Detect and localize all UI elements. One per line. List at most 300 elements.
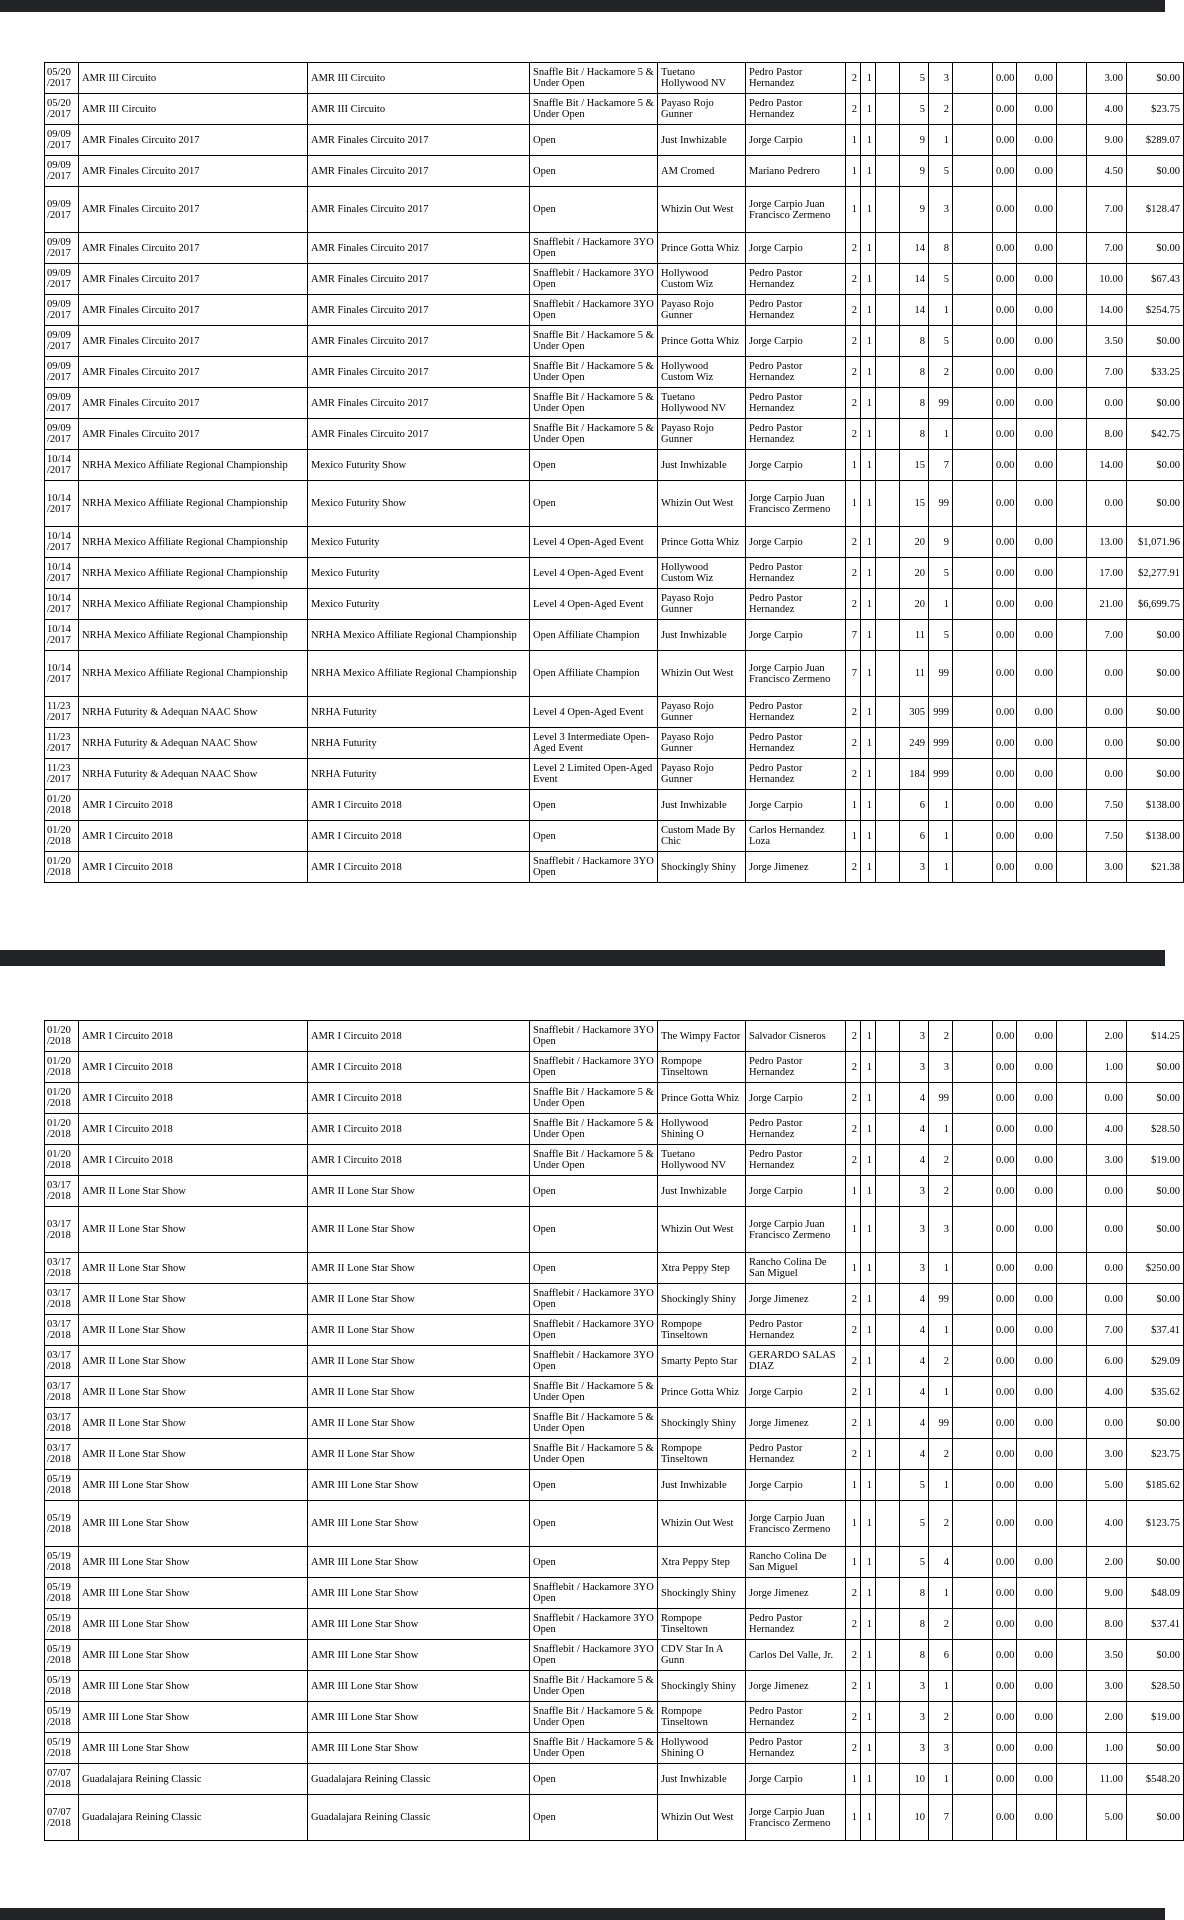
place-cell: 1 (929, 1470, 953, 1501)
entries-cell: 8 (900, 388, 929, 419)
show-name-cell: AMR III Circuito (79, 94, 308, 125)
horse-name-cell: Payaso Rojo Gunner (658, 419, 746, 450)
place-cell: 99 (929, 388, 953, 419)
place-cell: 1 (929, 125, 953, 156)
earnings-cell: $0.00 (1127, 63, 1184, 94)
score-cell: 2.00 (1087, 1547, 1127, 1578)
column-spacer (1057, 1145, 1087, 1176)
level-cell: 2 (846, 1346, 861, 1377)
show-name-cell: NRHA Mexico Affiliate Regional Championship (79, 558, 308, 589)
earnings-cell: $0.00 (1127, 1083, 1184, 1114)
class-show-cell: AMR Finales Circuito 2017 (308, 326, 530, 357)
earnings-cell: $0.00 (1127, 388, 1184, 419)
place-cell: 99 (929, 1408, 953, 1439)
level-cell: 2 (846, 527, 861, 558)
column-spacer (1057, 1671, 1087, 1702)
level-cell: 2 (846, 1021, 861, 1052)
place-cell: 5 (929, 156, 953, 187)
points-b-cell: 0.00 (1017, 790, 1057, 821)
rider-cell: Pedro Pastor Hernandez (746, 1609, 846, 1640)
class-name-cell: Open (530, 156, 658, 187)
column-spacer (1057, 759, 1087, 790)
earnings-cell: $0.00 (1127, 1052, 1184, 1083)
place-cell: 3 (929, 1733, 953, 1764)
horse-name-cell: Shockingly Shiny (658, 1408, 746, 1439)
rider-cell: Pedro Pastor Hernandez (746, 63, 846, 94)
class-name-cell: Open Affiliate Champion (530, 620, 658, 651)
column-spacer (876, 821, 900, 852)
rider-cell: Jorge Jimenez (746, 1284, 846, 1315)
earnings-cell: $0.00 (1127, 1640, 1184, 1671)
level-cell: 2 (846, 697, 861, 728)
date-cell: 10/14 /2017 (45, 651, 79, 697)
entries-cell: 8 (900, 1609, 929, 1640)
column-spacer (1057, 326, 1087, 357)
place-cell: 3 (929, 187, 953, 233)
show-name-cell: AMR II Lone Star Show (79, 1439, 308, 1470)
class-show-cell: Mexico Futurity Show (308, 481, 530, 527)
points-a-cell: 0.00 (993, 481, 1017, 527)
rider-cell: Jorge Jimenez (746, 1578, 846, 1609)
class-name-cell: Snaffle Bit / Hackamore 5 & Under Open (530, 1377, 658, 1408)
points-a-cell: 0.00 (993, 1733, 1017, 1764)
rider-cell: Pedro Pastor Hernandez (746, 1145, 846, 1176)
table-row (45, 1021, 1184, 1052)
level-cell: 2 (846, 388, 861, 419)
column-spacer (953, 357, 993, 388)
date-cell: 03/17 /2018 (45, 1377, 79, 1408)
table-row (45, 388, 1184, 419)
earnings-cell: $0.00 (1127, 1795, 1184, 1841)
horse-name-cell: Just Inwhizable (658, 790, 746, 821)
horse-name-cell: Rompope Tinseltown (658, 1439, 746, 1470)
column-spacer (876, 1795, 900, 1841)
points-b-cell: 0.00 (1017, 1501, 1057, 1547)
level-cell: 2 (846, 264, 861, 295)
earnings-cell: $29.09 (1127, 1346, 1184, 1377)
score-cell: 4.00 (1087, 94, 1127, 125)
place-cell: 1 (929, 419, 953, 450)
points-a-cell: 0.00 (993, 156, 1017, 187)
points-a-cell: 0.00 (993, 1021, 1017, 1052)
show-name-cell: AMR III Lone Star Show (79, 1640, 308, 1671)
level-cell: 7 (846, 651, 861, 697)
earnings-cell: $42.75 (1127, 419, 1184, 450)
points-a-cell: 0.00 (993, 1176, 1017, 1207)
column-spacer (1057, 94, 1087, 125)
rider-cell: Pedro Pastor Hernandez (746, 1733, 846, 1764)
level-cell: 1 (846, 1795, 861, 1841)
date-cell: 05/19 /2018 (45, 1733, 79, 1764)
date-cell: 09/09 /2017 (45, 295, 79, 326)
show-name-cell: AMR I Circuito 2018 (79, 1114, 308, 1145)
table-row (45, 558, 1184, 589)
table-row (45, 1702, 1184, 1733)
class-name-cell: Snaffle Bit / Hackamore 5 & Under Open (530, 326, 658, 357)
points-a-cell: 0.00 (993, 852, 1017, 883)
entries-cell: 4 (900, 1439, 929, 1470)
entries-cell: 14 (900, 233, 929, 264)
level-cell: 2 (846, 295, 861, 326)
horse-name-cell: Whizin Out West (658, 187, 746, 233)
horse-name-cell: Rompope Tinseltown (658, 1702, 746, 1733)
type-cell: 1 (861, 1346, 876, 1377)
horse-name-cell: Rompope Tinseltown (658, 1315, 746, 1346)
column-spacer (876, 1470, 900, 1501)
horse-name-cell: Just Inwhizable (658, 125, 746, 156)
type-cell: 1 (861, 1377, 876, 1408)
class-show-cell: AMR I Circuito 2018 (308, 821, 530, 852)
column-spacer (876, 1408, 900, 1439)
points-b-cell: 0.00 (1017, 63, 1057, 94)
earnings-cell: $14.25 (1127, 1021, 1184, 1052)
column-spacer (876, 1702, 900, 1733)
horse-name-cell: Whizin Out West (658, 651, 746, 697)
date-cell: 07/07 /2018 (45, 1795, 79, 1841)
column-spacer (876, 1764, 900, 1795)
place-cell: 2 (929, 1346, 953, 1377)
level-cell: 1 (846, 1764, 861, 1795)
column-spacer (876, 589, 900, 620)
points-b-cell: 0.00 (1017, 1578, 1057, 1609)
date-cell: 01/20 /2018 (45, 1114, 79, 1145)
table-row (45, 1253, 1184, 1284)
level-cell: 2 (846, 1377, 861, 1408)
column-spacer (953, 326, 993, 357)
date-cell: 01/20 /2018 (45, 821, 79, 852)
column-spacer (876, 1021, 900, 1052)
class-show-cell: AMR III Lone Star Show (308, 1578, 530, 1609)
column-spacer (953, 63, 993, 94)
place-cell: 1 (929, 1578, 953, 1609)
points-b-cell: 0.00 (1017, 419, 1057, 450)
column-spacer (953, 125, 993, 156)
points-b-cell: 0.00 (1017, 1702, 1057, 1733)
date-cell: 05/19 /2018 (45, 1501, 79, 1547)
place-cell: 8 (929, 233, 953, 264)
horse-name-cell: Shockingly Shiny (658, 1578, 746, 1609)
class-name-cell: Open Affiliate Champion (530, 651, 658, 697)
show-name-cell: AMR III Lone Star Show (79, 1578, 308, 1609)
horse-name-cell: Shockingly Shiny (658, 852, 746, 883)
date-cell: 10/14 /2017 (45, 481, 79, 527)
type-cell: 1 (861, 233, 876, 264)
column-spacer (953, 187, 993, 233)
class-name-cell: Snafflebit / Hackamore 3YO Open (530, 1315, 658, 1346)
date-cell: 05/19 /2018 (45, 1470, 79, 1501)
earnings-cell: $23.75 (1127, 94, 1184, 125)
class-show-cell: NRHA Futurity (308, 759, 530, 790)
show-name-cell: AMR Finales Circuito 2017 (79, 264, 308, 295)
points-b-cell: 0.00 (1017, 1408, 1057, 1439)
entries-cell: 20 (900, 527, 929, 558)
horse-name-cell: Just Inwhizable (658, 1470, 746, 1501)
table-row (45, 1114, 1184, 1145)
points-b-cell: 0.00 (1017, 156, 1057, 187)
earnings-cell: $0.00 (1127, 1207, 1184, 1253)
points-a-cell: 0.00 (993, 821, 1017, 852)
column-spacer (876, 1439, 900, 1470)
points-b-cell: 0.00 (1017, 1176, 1057, 1207)
class-show-cell: AMR III Lone Star Show (308, 1547, 530, 1578)
class-name-cell: Snafflebit / Hackamore 3YO Open (530, 264, 658, 295)
type-cell: 1 (861, 125, 876, 156)
rider-cell: Jorge Carpio (746, 125, 846, 156)
points-a-cell: 0.00 (993, 1284, 1017, 1315)
horse-name-cell: Just Inwhizable (658, 450, 746, 481)
column-spacer (1057, 295, 1087, 326)
points-b-cell: 0.00 (1017, 1439, 1057, 1470)
level-cell: 1 (846, 156, 861, 187)
score-cell: 4.00 (1087, 1501, 1127, 1547)
earnings-cell: $21.38 (1127, 852, 1184, 883)
entries-cell: 4 (900, 1346, 929, 1377)
column-spacer (953, 1284, 993, 1315)
horse-name-cell: Just Inwhizable (658, 1176, 746, 1207)
class-show-cell: Mexico Futurity (308, 527, 530, 558)
table-row (45, 1377, 1184, 1408)
class-show-cell: AMR I Circuito 2018 (308, 852, 530, 883)
points-b-cell: 0.00 (1017, 295, 1057, 326)
score-cell: 17.00 (1087, 558, 1127, 589)
points-b-cell: 0.00 (1017, 233, 1057, 264)
place-cell: 2 (929, 1176, 953, 1207)
earnings-cell: $35.62 (1127, 1377, 1184, 1408)
score-cell: 14.00 (1087, 295, 1127, 326)
points-a-cell: 0.00 (993, 187, 1017, 233)
place-cell: 2 (929, 1609, 953, 1640)
type-cell: 1 (861, 1315, 876, 1346)
show-name-cell: AMR III Lone Star Show (79, 1733, 308, 1764)
class-name-cell: Level 2 Limited Open-Aged Event (530, 759, 658, 790)
level-cell: 2 (846, 233, 861, 264)
level-cell: 2 (846, 852, 861, 883)
date-cell: 07/07 /2018 (45, 1764, 79, 1795)
class-name-cell: Level 4 Open-Aged Event (530, 527, 658, 558)
rider-cell: Pedro Pastor Hernandez (746, 589, 846, 620)
table-row (45, 63, 1184, 94)
points-a-cell: 0.00 (993, 589, 1017, 620)
date-cell: 10/14 /2017 (45, 450, 79, 481)
points-b-cell: 0.00 (1017, 821, 1057, 852)
place-cell: 2 (929, 1501, 953, 1547)
level-cell: 2 (846, 1052, 861, 1083)
score-cell: 7.50 (1087, 821, 1127, 852)
table-row (45, 1501, 1184, 1547)
score-cell: 13.00 (1087, 527, 1127, 558)
earnings-cell: $0.00 (1127, 233, 1184, 264)
column-spacer (876, 620, 900, 651)
date-cell: 01/20 /2018 (45, 1052, 79, 1083)
column-spacer (1057, 651, 1087, 697)
class-name-cell: Snafflebit / Hackamore 3YO Open (530, 1346, 658, 1377)
points-a-cell: 0.00 (993, 1501, 1017, 1547)
points-a-cell: 0.00 (993, 1114, 1017, 1145)
column-spacer (876, 1346, 900, 1377)
entries-cell: 3 (900, 1253, 929, 1284)
entries-cell: 5 (900, 1501, 929, 1547)
rider-cell: Mariano Pedrero (746, 156, 846, 187)
class-show-cell: Mexico Futurity (308, 558, 530, 589)
show-name-cell: AMR Finales Circuito 2017 (79, 388, 308, 419)
entries-cell: 15 (900, 450, 929, 481)
points-b-cell: 0.00 (1017, 1052, 1057, 1083)
column-spacer (953, 1671, 993, 1702)
entries-cell: 184 (900, 759, 929, 790)
date-cell: 10/14 /2017 (45, 558, 79, 589)
entries-cell: 4 (900, 1408, 929, 1439)
level-cell: 2 (846, 1315, 861, 1346)
score-cell: 7.00 (1087, 1315, 1127, 1346)
class-name-cell: Open (530, 1795, 658, 1841)
entries-cell: 3 (900, 1702, 929, 1733)
table-row (45, 790, 1184, 821)
rider-cell: Pedro Pastor Hernandez (746, 1315, 846, 1346)
column-spacer (953, 1795, 993, 1841)
date-cell: 03/17 /2018 (45, 1346, 79, 1377)
show-name-cell: AMR Finales Circuito 2017 (79, 187, 308, 233)
horse-name-cell: Prince Gotta Whiz (658, 1083, 746, 1114)
earnings-cell: $23.75 (1127, 1439, 1184, 1470)
level-cell: 1 (846, 481, 861, 527)
score-cell: 0.00 (1087, 728, 1127, 759)
earnings-cell: $0.00 (1127, 697, 1184, 728)
column-spacer (953, 1377, 993, 1408)
column-spacer (876, 295, 900, 326)
class-show-cell: AMR II Lone Star Show (308, 1253, 530, 1284)
entries-cell: 14 (900, 264, 929, 295)
column-spacer (1057, 1052, 1087, 1083)
type-cell: 1 (861, 156, 876, 187)
type-cell: 1 (861, 295, 876, 326)
score-cell: 4.00 (1087, 1377, 1127, 1408)
points-a-cell: 0.00 (993, 1547, 1017, 1578)
points-b-cell: 0.00 (1017, 1114, 1057, 1145)
points-a-cell: 0.00 (993, 1408, 1017, 1439)
column-spacer (876, 1547, 900, 1578)
level-cell: 1 (846, 1547, 861, 1578)
entries-cell: 3 (900, 1021, 929, 1052)
points-a-cell: 0.00 (993, 125, 1017, 156)
horse-name-cell: CDV Star In A Gunn (658, 1640, 746, 1671)
horse-name-cell: Rompope Tinseltown (658, 1609, 746, 1640)
rider-cell: GERARDO SALAS DIAZ (746, 1346, 846, 1377)
entries-cell: 6 (900, 790, 929, 821)
points-b-cell: 0.00 (1017, 1377, 1057, 1408)
column-spacer (876, 450, 900, 481)
class-name-cell: Open (530, 1764, 658, 1795)
show-name-cell: Guadalajara Reining Classic (79, 1795, 308, 1841)
class-name-cell: Snaffle Bit / Hackamore 5 & Under Open (530, 63, 658, 94)
table-row (45, 1439, 1184, 1470)
show-name-cell: AMR I Circuito 2018 (79, 1145, 308, 1176)
date-cell: 10/14 /2017 (45, 527, 79, 558)
points-a-cell: 0.00 (993, 1609, 1017, 1640)
class-name-cell: Open (530, 1253, 658, 1284)
column-spacer (953, 1408, 993, 1439)
show-name-cell: AMR III Lone Star Show (79, 1609, 308, 1640)
table-row (45, 527, 1184, 558)
score-cell: 0.00 (1087, 651, 1127, 697)
points-b-cell: 0.00 (1017, 1145, 1057, 1176)
earnings-cell: $6,699.75 (1127, 589, 1184, 620)
place-cell: 1 (929, 1671, 953, 1702)
column-spacer (1057, 1501, 1087, 1547)
class-name-cell: Snafflebit / Hackamore 3YO Open (530, 1284, 658, 1315)
points-b-cell: 0.00 (1017, 450, 1057, 481)
column-spacer (953, 697, 993, 728)
points-b-cell: 0.00 (1017, 728, 1057, 759)
class-show-cell: AMR II Lone Star Show (308, 1207, 530, 1253)
table-row (45, 1315, 1184, 1346)
earnings-cell: $0.00 (1127, 156, 1184, 187)
points-b-cell: 0.00 (1017, 1207, 1057, 1253)
show-name-cell: AMR I Circuito 2018 (79, 821, 308, 852)
column-spacer (1057, 1021, 1087, 1052)
table-row (45, 357, 1184, 388)
column-spacer (953, 759, 993, 790)
entries-cell: 9 (900, 125, 929, 156)
horse-name-cell: Hollywood Custom Wiz (658, 558, 746, 589)
class-show-cell: AMR III Circuito (308, 94, 530, 125)
place-cell: 2 (929, 94, 953, 125)
rider-cell: Rancho Colina De San Miguel (746, 1547, 846, 1578)
column-spacer (953, 1114, 993, 1145)
points-a-cell: 0.00 (993, 651, 1017, 697)
table-row (45, 1795, 1184, 1841)
table-row (45, 589, 1184, 620)
score-cell: 1.00 (1087, 1733, 1127, 1764)
points-b-cell: 0.00 (1017, 94, 1057, 125)
type-cell: 1 (861, 388, 876, 419)
date-cell: 01/20 /2018 (45, 1145, 79, 1176)
earnings-cell: $37.41 (1127, 1609, 1184, 1640)
score-cell: 5.00 (1087, 1470, 1127, 1501)
class-name-cell: Snafflebit / Hackamore 3YO Open (530, 1021, 658, 1052)
show-name-cell: AMR Finales Circuito 2017 (79, 295, 308, 326)
points-b-cell: 0.00 (1017, 1547, 1057, 1578)
class-name-cell: Open (530, 1501, 658, 1547)
date-cell: 05/19 /2018 (45, 1609, 79, 1640)
table-row (45, 728, 1184, 759)
level-cell: 1 (846, 187, 861, 233)
earnings-cell: $33.25 (1127, 357, 1184, 388)
rider-cell: Jorge Carpio Juan Francisco Zermeno (746, 651, 846, 697)
points-a-cell: 0.00 (993, 1795, 1017, 1841)
score-cell: 7.50 (1087, 790, 1127, 821)
column-spacer (876, 651, 900, 697)
class-show-cell: Mexico Futurity (308, 589, 530, 620)
level-cell: 2 (846, 357, 861, 388)
show-name-cell: NRHA Mexico Affiliate Regional Championship (79, 589, 308, 620)
entries-cell: 11 (900, 651, 929, 697)
entries-cell: 3 (900, 1671, 929, 1702)
type-cell: 1 (861, 1114, 876, 1145)
place-cell: 1 (929, 1315, 953, 1346)
class-show-cell: AMR Finales Circuito 2017 (308, 357, 530, 388)
place-cell: 3 (929, 1207, 953, 1253)
rider-cell: Jorge Carpio (746, 233, 846, 264)
entries-cell: 3 (900, 1052, 929, 1083)
class-name-cell: Level 4 Open-Aged Event (530, 697, 658, 728)
table-row (45, 481, 1184, 527)
points-a-cell: 0.00 (993, 1253, 1017, 1284)
horse-name-cell: Shockingly Shiny (658, 1671, 746, 1702)
table-row (45, 1609, 1184, 1640)
horse-name-cell: Payaso Rojo Gunner (658, 697, 746, 728)
type-cell: 1 (861, 1578, 876, 1609)
points-b-cell: 0.00 (1017, 1021, 1057, 1052)
